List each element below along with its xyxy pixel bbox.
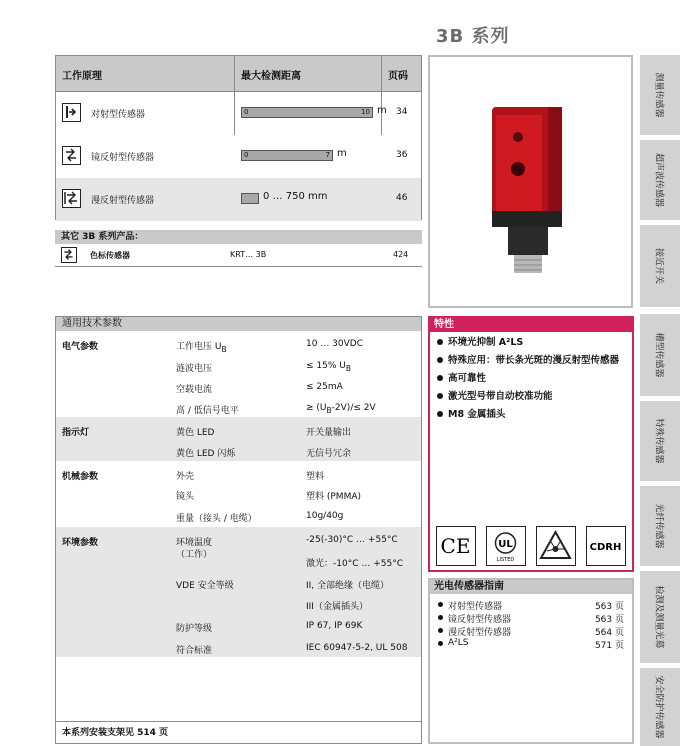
tab-label: 安全防护传感器 — [653, 675, 664, 739]
tech-group-electrical — [56, 331, 421, 417]
svg-text:LISTED: LISTED — [496, 557, 515, 563]
tech-group-indicators — [56, 417, 421, 461]
product-image — [428, 55, 633, 308]
tab-special-sensors[interactable] — [640, 401, 680, 481]
guide-title: 光电传感器指南 — [430, 580, 632, 594]
features-list — [430, 332, 632, 430]
tab-label: 测量传感器 — [653, 72, 664, 118]
tab-label: 接近开关 — [653, 247, 664, 285]
tech-value: III（金属插头） — [306, 602, 368, 612]
tab-label: 槽型传感器 — [653, 332, 664, 378]
tech-param: 黄色 LED — [176, 428, 215, 438]
tech-group-environmental — [56, 527, 421, 657]
range-page: 34 — [396, 107, 408, 117]
tech-param-text: 工作电压 U — [176, 342, 222, 352]
svg-text:UL: UL — [498, 539, 513, 550]
tech-value: -25(-30)°C … +55°C — [306, 535, 398, 545]
tech-value: 激光：-10°C … +55°C — [306, 559, 403, 569]
tab-fork-sensors[interactable] — [640, 314, 680, 396]
header-page: 页码 — [388, 71, 408, 82]
guide-row-page: 563 页 — [594, 602, 624, 612]
tech-category: 电气参数 — [62, 342, 99, 352]
range-unit: m — [377, 105, 387, 116]
other-product-page: 424 — [393, 250, 409, 259]
range-bar — [241, 150, 333, 161]
tech-value-text: ≥ (U — [306, 403, 327, 413]
technical-data-title: 通用技术参数 — [56, 317, 421, 331]
tab-label: 光纤传感器 — [653, 503, 664, 549]
tech-param: 符合标准 — [176, 646, 213, 656]
throughbeam-sensor-icon — [62, 103, 81, 122]
range-unit: m — [337, 148, 347, 159]
tech-value-text: ≤ 15% U — [306, 361, 346, 371]
svg-text:CDRH: CDRH — [589, 542, 622, 553]
range-table — [55, 55, 422, 220]
other-products-title: 其它 3B 系列产品： — [55, 230, 422, 244]
tab-proximity-switches[interactable] — [640, 225, 680, 307]
tab-safety-sensors[interactable] — [640, 668, 680, 746]
guide-row[interactable] — [430, 624, 632, 637]
bar-start-label: 0 — [244, 108, 249, 116]
laser-warning-icon — [536, 526, 576, 566]
range-row-throughbeam — [56, 92, 421, 135]
guide-row-name: A²LS — [448, 638, 469, 648]
tech-param-sub: B — [221, 344, 227, 354]
tab-ultrasonic-sensors[interactable] — [640, 140, 680, 220]
guide-row-name: 镜反射型传感器 — [448, 615, 512, 625]
feature-item: M8 金属插头 — [436, 408, 626, 421]
range-page: 46 — [396, 193, 408, 203]
tech-group-mechanical — [56, 461, 421, 527]
feature-item: 环境光抑制 A²LS — [436, 336, 626, 349]
sensor-guide-box — [428, 578, 634, 744]
feature-item: 高可靠性 — [436, 372, 626, 385]
range-unit: 0 … 750 mm — [263, 191, 328, 202]
tab-label: 超声波传感器 — [653, 152, 664, 208]
tech-value: 塑料 — [306, 472, 325, 482]
tech-value: II, 全部绝缘（电缆） — [306, 581, 390, 591]
tech-value: IP 67, IP 69K — [306, 621, 363, 631]
tech-value — [306, 403, 376, 415]
tech-value: 10g/40g — [306, 511, 344, 521]
tab-label: 检测及测量光幕 — [653, 585, 664, 649]
svg-text:CE: CE — [440, 534, 471, 558]
guide-row-page: 563 页 — [594, 615, 624, 625]
guide-row-name: 漫反射型传感器 — [448, 628, 512, 638]
tab-measuring-sensors[interactable] — [640, 55, 680, 135]
other-product-model: KRT… 3B — [230, 250, 267, 259]
range-row-name: 镜反射型传感器 — [91, 153, 155, 163]
color-sensor-icon — [61, 247, 77, 263]
feature-item: 特殊应用：带长条光斑的漫反射型传感器 — [436, 354, 626, 367]
header-principle: 工作原理 — [62, 71, 102, 82]
tech-param: （工作） — [176, 550, 213, 560]
tech-param — [176, 339, 227, 354]
guide-row-page: 571 页 — [594, 641, 624, 651]
series-title: 3B 系列 — [436, 26, 510, 47]
tech-param: 防护等级 — [176, 624, 213, 634]
guide-row[interactable] — [430, 611, 632, 624]
tech-param: 高 / 低信号电平 — [176, 406, 239, 416]
sensor-product-illustration — [430, 57, 631, 306]
tech-value-sub: B — [326, 405, 332, 415]
tech-category: 环境参数 — [62, 538, 99, 548]
mounting-bracket-note: 本系列安装支架见 514 页 — [56, 721, 421, 743]
other-products — [55, 230, 422, 267]
bar-start-label: 0 — [244, 151, 249, 159]
guide-row[interactable] — [430, 598, 632, 611]
tech-param: 环境温度 — [176, 538, 213, 548]
guide-row-page: 564 页 — [594, 628, 624, 638]
feature-item: 激光型号带自动校准功能 — [436, 390, 626, 403]
range-table-header — [56, 56, 421, 92]
header-max-distance: 最大检测距离 — [241, 71, 301, 82]
diffuse-sensor-icon — [62, 189, 81, 208]
tab-fiber-sensors[interactable] — [640, 486, 680, 566]
features-box — [428, 316, 634, 572]
retroreflective-sensor-icon — [62, 146, 81, 165]
ce-mark-icon — [436, 526, 476, 566]
tab-label: 特殊传感器 — [653, 418, 664, 464]
tech-param: 外壳 — [176, 472, 195, 482]
tech-param: 镜头 — [176, 492, 195, 502]
tech-param: 空载电流 — [176, 385, 213, 395]
tech-value: 塑料 (PMMA) — [306, 492, 361, 502]
tech-value: 无信号冗余 — [306, 449, 352, 459]
range-row-name: 对射型传感器 — [91, 110, 146, 120]
technical-data-table — [55, 316, 422, 744]
tech-value-tail: -2V)/≤ 2V — [331, 403, 376, 413]
guide-row[interactable] — [430, 637, 632, 650]
tech-category: 指示灯 — [62, 428, 90, 438]
range-row-name: 漫反射型传感器 — [91, 196, 155, 206]
tech-value: 开关量输出 — [306, 428, 352, 438]
tech-value: ≤ 25mA — [306, 382, 343, 392]
range-bar — [241, 107, 373, 118]
bar-end-label: 10 — [361, 108, 370, 116]
range-row-diffuse — [56, 178, 421, 221]
features-title: 特性 — [430, 318, 632, 332]
tech-category: 机械参数 — [62, 472, 99, 482]
tech-value — [306, 361, 351, 373]
tech-value: IEC 60947-5-2, UL 508 — [306, 643, 408, 653]
ul-listed-icon — [486, 526, 526, 566]
bar-end-label: 7 — [325, 151, 330, 159]
tech-value-sub: B — [345, 363, 352, 373]
tech-param: 黄色 LED 闪烁 — [176, 449, 236, 459]
other-product-row — [55, 244, 422, 266]
tech-param: 重量（接头 / 电缆） — [176, 514, 257, 524]
range-row-retroreflective — [56, 135, 421, 178]
tech-param: 涟波电压 — [176, 364, 213, 374]
cdrh-icon — [586, 526, 626, 566]
range-bar — [241, 193, 259, 204]
guide-row-name: 对射型传感器 — [448, 602, 503, 612]
other-product-name: 色标传感器 — [90, 251, 130, 260]
tech-value: 10 … 30VDC — [306, 339, 363, 349]
range-page: 36 — [396, 150, 408, 160]
tech-param: VDE 安全等级 — [176, 581, 234, 591]
tab-light-curtains[interactable] — [640, 571, 680, 663]
